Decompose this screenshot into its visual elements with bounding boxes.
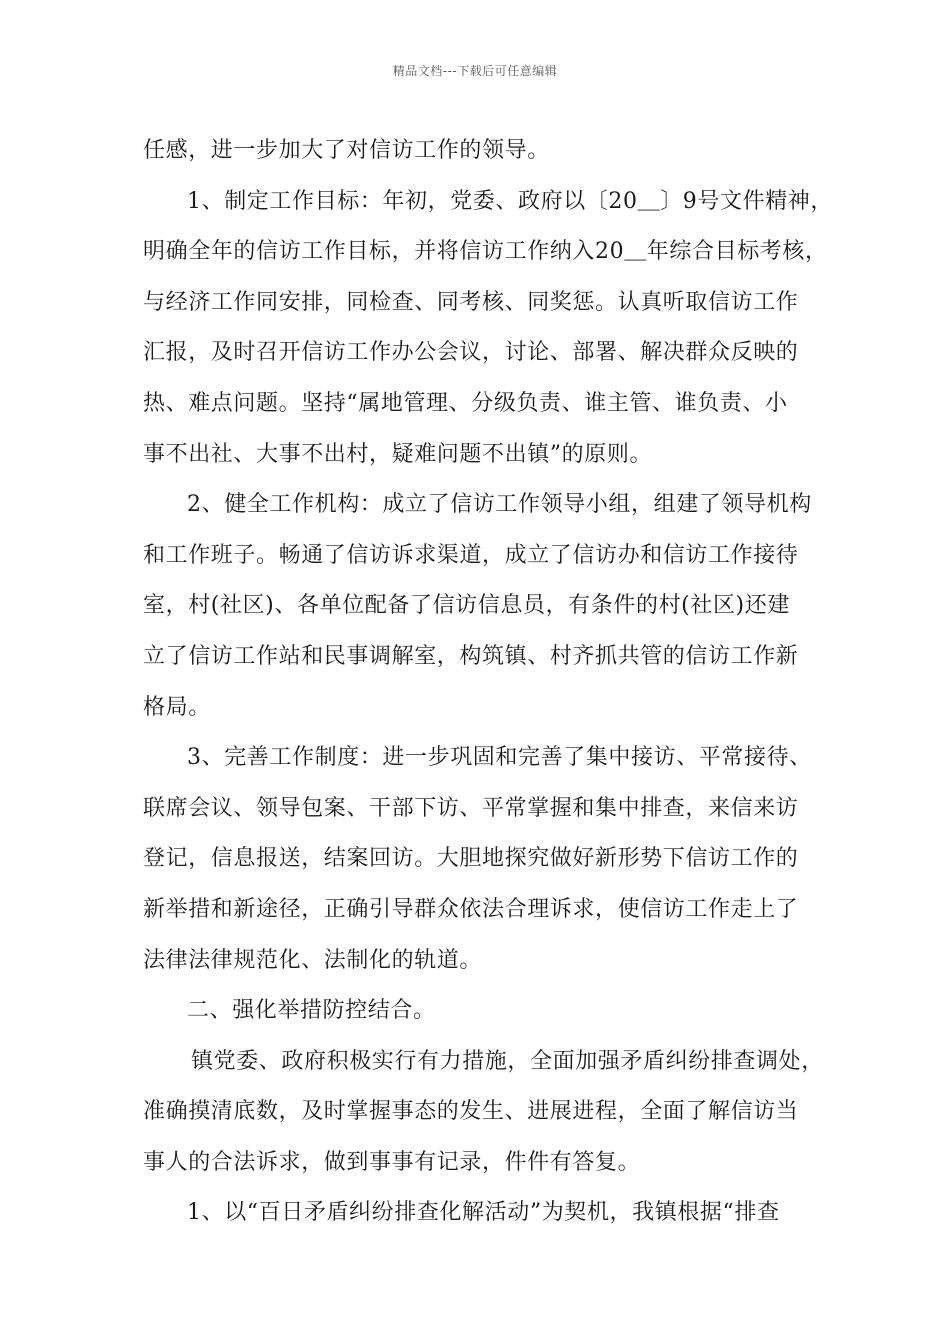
- document-body: [143, 126, 833, 1239]
- paragraph-start-line: 3、完善工作制度：进一步巩固和完善了集中接访、平常接待、: [187, 745, 812, 771]
- paragraph-start-line: 1、制定工作目标：年初，党委、政府以〔20＿〕9号文件精神，: [187, 188, 833, 214]
- text-line: 立了信访工作站和民事调解室，构筑镇、村齐抓共管的信访工作新: [143, 643, 799, 669]
- text-line: 和工作班子。畅通了信访诉求渠道，成立了信访办和信访工作接待: [143, 542, 799, 568]
- text-line: 事不出社、大事不出村，疑难问题不出镇”的原则。: [143, 441, 653, 467]
- text-line: 准确摸清底数，及时掌握事态的发生、进展进程，全面了解信访当: [143, 1099, 799, 1125]
- text-line: 与经济工作同安排，同检查、同考核、同奖惩。认真听取信访工作: [143, 289, 799, 315]
- paragraph-start-line: 2、健全工作机构：成立了信访工作领导小组，组建了领导机构: [187, 492, 812, 518]
- section-heading: 二、强化举措防控结合。: [187, 998, 436, 1024]
- paragraph-start-line: 镇党委、政府积极实行有力措施，全面加强矛盾纠纷排查调处，: [191, 1048, 824, 1074]
- text-line: 室，村(社区)、各单位配备了信访信息员，有条件的村(社区)还建: [143, 593, 790, 619]
- text-line: 明确全年的信访工作目标，并将信访工作纳入20＿年综合目标考核，: [143, 239, 828, 265]
- text-line: 事人的合法诉求，做到事事有记录，件件有答复。: [143, 1149, 641, 1175]
- text-line: 法律法律规范化、法制化的轨道。: [143, 947, 483, 973]
- text-line: 新举措和新途径，正确引导群众依法合理诉求，使信访工作走上了: [143, 896, 799, 922]
- page-header: 精品文档---下载后可任意编辑: [392, 64, 558, 78]
- text-line: 汇报，及时召开信访工作办公会议，讨论、部署、解决群众反映的: [143, 340, 799, 366]
- text-line: 格局。: [143, 694, 211, 720]
- text-line: 登记，信息报送，结案回访。大胆地探究做好新形势下信访工作的: [143, 846, 799, 872]
- text-line: 热、难点问题。坚持“属地管理、分级负责、谁主管、谁负责、小: [143, 390, 788, 416]
- text-line: 联席会议、领导包案、干部下访、平常掌握和集中排查，来信来访: [143, 795, 799, 821]
- text-line: 任感，进一步加大了对信访工作的领导。: [143, 138, 550, 163]
- paragraph-start-line: 1、以“百日矛盾纠纷排查化解活动”为契机，我镇根据“排查: [187, 1200, 780, 1226]
